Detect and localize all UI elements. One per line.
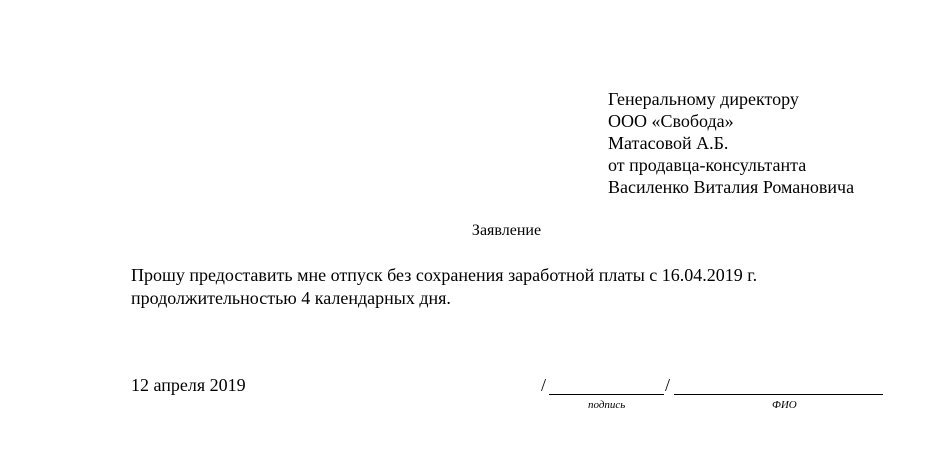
addressee-name: Матасовой А.Б. (608, 133, 729, 153)
addressee-company: ООО «Свобода» (608, 111, 734, 131)
signature-line (549, 394, 664, 395)
sender-position: от продавца-консультанта (608, 155, 807, 175)
signature-caption: подпись (588, 399, 626, 411)
application-body (131, 264, 757, 310)
name-line (674, 394, 883, 395)
name-caption: ФИО (772, 399, 797, 411)
body-line-2: продолжительностью 4 календарных дня. (131, 288, 451, 308)
sender-name: Василенко Виталия Романовича (608, 177, 855, 197)
document-title: Заявление (471, 222, 542, 239)
signature-separator: / (541, 375, 547, 395)
addressee-position: Генеральному директору (608, 89, 799, 109)
name-separator: / (665, 375, 671, 395)
body-line-1: Прошу предоставить мне отпуск без сохранения заработной платы с 16.04.2019 г. (131, 265, 758, 285)
application-date: 12 апреля 2019 (131, 375, 246, 395)
signature-area (541, 374, 883, 414)
addressee-block (608, 88, 854, 198)
